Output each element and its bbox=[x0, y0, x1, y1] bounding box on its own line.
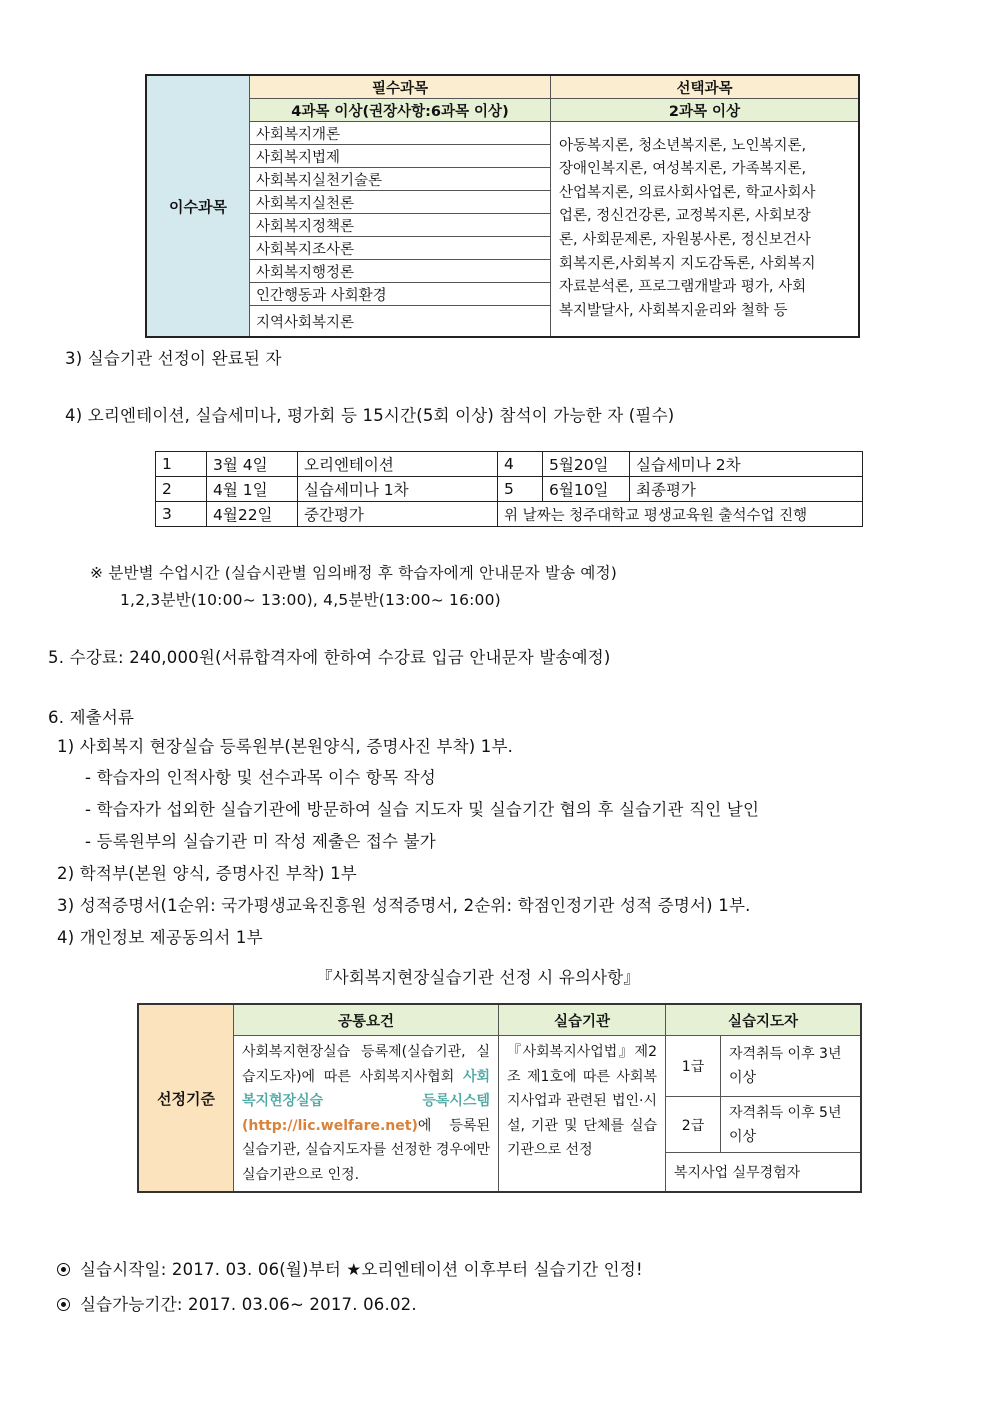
schedule-table bbox=[155, 451, 863, 527]
common-text-b: 에 등록된 실습기관, 실습지도자를 선정한 경우에만 실습기관으로 인정. bbox=[242, 1117, 490, 1183]
schedule-row bbox=[156, 452, 863, 477]
sched-date: 5월20일 bbox=[543, 452, 630, 477]
grade-1: 1급 bbox=[666, 1036, 721, 1097]
grade-2: 2급 bbox=[666, 1097, 721, 1152]
period-line bbox=[57, 1291, 417, 1315]
doc-item-3: 3) 성적증명서(1순위: 국가평생교육진흥원 성적증명서, 2순위: 학점인정기관 성적 증명서) 1부. bbox=[57, 896, 751, 915]
sched-date: 4월 1일 bbox=[207, 477, 298, 502]
required-course: 사회복지조사론 bbox=[250, 237, 551, 260]
sched-date: 4월22일 bbox=[207, 502, 298, 527]
elective-sub: 2과목 이상 bbox=[551, 99, 860, 122]
elective-line: 복지발달사, 사회복지윤리와 철학 등 bbox=[559, 302, 788, 319]
radio-bullet-icon bbox=[57, 1263, 70, 1276]
required-course: 사회복지행정론 bbox=[250, 260, 551, 283]
course-row-header: 이수과목 bbox=[146, 75, 250, 337]
elective-header: 선택과목 bbox=[551, 75, 860, 99]
common-text-a: 사회복지현장실습 등록제(실습기관, 실습지도자)에 따른 사회복지사협회 bbox=[242, 1044, 490, 1085]
required-sub: 4과목 이상(권장사항:6과목 이상) bbox=[250, 99, 551, 122]
schedule-row bbox=[156, 502, 863, 527]
sched-event: 최종평가 bbox=[630, 477, 863, 502]
common-requirement bbox=[234, 1036, 499, 1193]
required-course: 사회복지실천기술론 bbox=[250, 168, 551, 191]
required-course: 사회복지정책론 bbox=[250, 214, 551, 237]
registration-system-link[interactable]: 사회복지현장실습 등록시스템 bbox=[242, 1068, 490, 1109]
sched-no: 1 bbox=[156, 452, 207, 477]
required-header: 필수과목 bbox=[250, 75, 551, 99]
course-table bbox=[145, 74, 860, 338]
item-4: 4) 오리엔테이션, 실습세미나, 평가회 등 15시간(5회 이상) 참석이 가능한 자 (필수) bbox=[65, 406, 675, 425]
selection-table bbox=[137, 1003, 862, 1193]
selection-col-institution: 실습기관 bbox=[499, 1004, 666, 1036]
required-course: 사회복지실천론 bbox=[250, 191, 551, 214]
elective-line: 장애인복지론, 여성복지론, 가족복지론, bbox=[559, 161, 807, 178]
elective-line: 업론, 정신건강론, 교정복지론, 사회보장 bbox=[559, 208, 811, 225]
schedule-row bbox=[156, 477, 863, 502]
required-course: 지역사회복지론 bbox=[250, 306, 551, 338]
sched-event: 중간평가 bbox=[298, 502, 498, 527]
class-time-detail: 1,2,3분반(10:00~ 13:00), 4,5분반(13:00~ 16:00) bbox=[120, 591, 501, 609]
sched-date: 3월 4일 bbox=[207, 452, 298, 477]
selection-col-common: 공통요건 bbox=[234, 1004, 499, 1036]
start-date-line bbox=[57, 1256, 643, 1280]
elective-line: 회복지론,사회복지 지도감독론, 사회복지 bbox=[559, 255, 816, 272]
doc-item-1a: - 학습자의 인적사항 및 선수과목 이수 항목 작성 bbox=[85, 768, 436, 787]
elective-line: 산업복지론, 의료사회사업론, 학교사회사 bbox=[559, 184, 816, 201]
doc-item-1b: - 학습자가 섭외한 실습기관에 방문하여 실습 지도자 및 실습기간 협의 후 실습기관 직인 날인 bbox=[85, 800, 760, 819]
item-3: 3) 실습기관 선정이 완료된 자 bbox=[65, 349, 282, 368]
required-course: 사회복지개론 bbox=[250, 122, 551, 145]
elective-line: 아동복지론, 청소년복지론, 노인복지론, bbox=[559, 137, 807, 154]
class-time-note: ※ 분반별 수업시간 (실습시관별 임의배정 후 학습자에게 안내문자 발송 예정) bbox=[90, 564, 618, 582]
notice-title: 『사회복지현장실습기관 선정 시 유의사항』 bbox=[316, 968, 641, 987]
required-course: 사회복지법제 bbox=[250, 145, 551, 168]
fee-line: 5. 수강료: 240,000원(서류합격자에 한하여 수강료 입금 안내문자 발송예정) bbox=[48, 648, 611, 667]
elective-line: 론, 사회문제론, 자원봉사론, 정신보건사 bbox=[559, 232, 811, 248]
docs-title: 6. 제출서류 bbox=[48, 708, 135, 727]
period-text: 실습가능기간: 2017. 03.06~ 2017. 06.02. bbox=[80, 1295, 417, 1314]
registration-url-link[interactable]: (http://lic.welfare.net) bbox=[242, 1117, 418, 1134]
required-course: 인간행동과 사회환경 bbox=[250, 283, 551, 306]
sched-event: 오리엔테이션 bbox=[298, 452, 498, 477]
sched-date: 6월10일 bbox=[543, 477, 630, 502]
sched-event: 실습세미나 2차 bbox=[630, 452, 863, 477]
doc-item-1c: - 등록원부의 실습기관 미 작성 제출은 접수 불가 bbox=[85, 832, 436, 851]
work-experience: 복지사업 실무경험자 bbox=[666, 1152, 862, 1192]
institution-requirement: 『사회복지사업법』제2조 제1호에 따른 사회복지사업과 관련된 법인·시설, 기관 및 단체를 실습기관으로 선정 bbox=[499, 1036, 666, 1193]
doc-item-4: 4) 개인정보 제공동의서 1부 bbox=[57, 928, 263, 947]
doc-item-2: 2) 학적부(본원 양식, 증명사진 부착) 1부 bbox=[57, 864, 357, 883]
selection-col-supervisor: 실습지도자 bbox=[666, 1004, 862, 1036]
elective-courses bbox=[551, 122, 860, 338]
selection-row-header: 선정기준 bbox=[138, 1004, 234, 1192]
grade-2-text: 자격취득 이후 5년 이상 bbox=[721, 1097, 862, 1152]
elective-line: 자료분석론, 프로그램개발과 평가, 사회 bbox=[559, 279, 807, 296]
grade-1-text: 자격취득 이후 3년 이상 bbox=[721, 1036, 862, 1097]
sched-no: 5 bbox=[498, 477, 543, 502]
sched-no: 2 bbox=[156, 477, 207, 502]
sched-note: 위 날짜는 청주대학교 평생교육원 출석수업 진행 bbox=[498, 502, 863, 527]
doc-item-1: 1) 사회복지 현장실습 등록원부(본원양식, 증명사진 부착) 1부. bbox=[57, 737, 514, 756]
radio-bullet-icon bbox=[57, 1298, 70, 1311]
sched-no: 4 bbox=[498, 452, 543, 477]
sched-no: 3 bbox=[156, 502, 207, 527]
sched-event: 실습세미나 1차 bbox=[298, 477, 498, 502]
start-date-text: 실습시작일: 2017. 03. 06(월)부터 ★오리엔테이션 이후부터 실습기간 인정! bbox=[80, 1260, 643, 1279]
